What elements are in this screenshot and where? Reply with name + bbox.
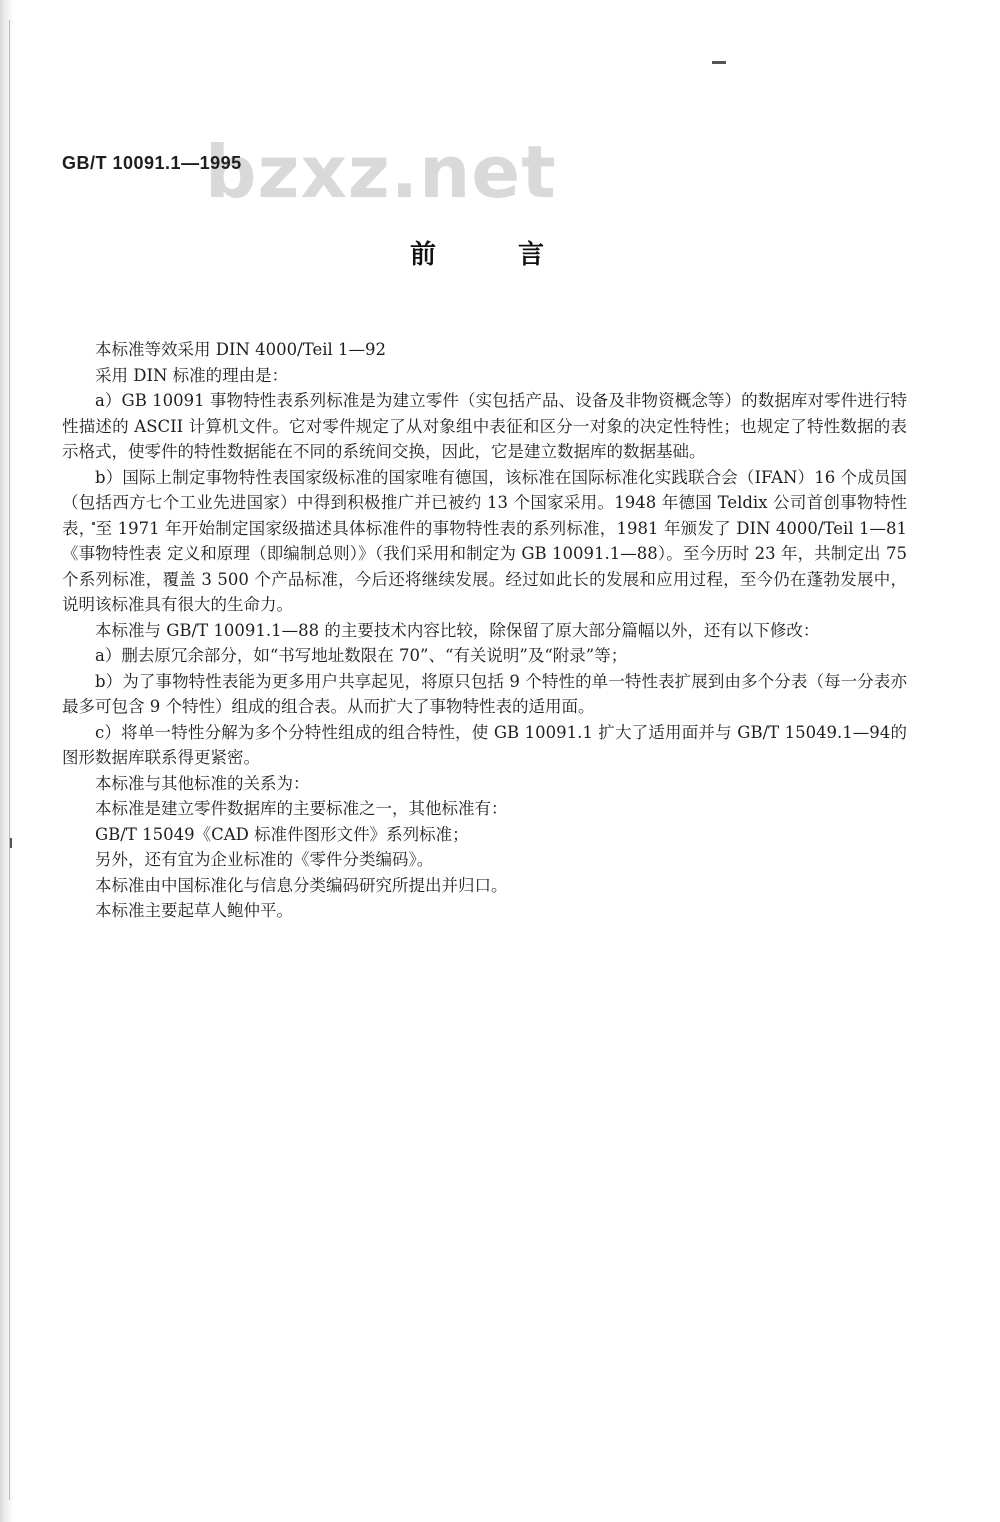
paragraph-relations-classification: 另外，还有宜为企业标准的《零件分类编码》。 bbox=[95, 850, 434, 869]
document-code: GB/T 10091.1—1995 bbox=[62, 153, 242, 173]
paragraph-reason-a: a）GB 10091 事物特性表系列标准是为建立零件（实包括产品、设备及非物资概念等）的数据库对零件进行特性描述的 ASCII 计算机文件。它对零件规定了从对象组中表征和区分一对象的决定性特性；也规定了特性数据的表示格式，使零件的特性数据能在不同的系统间交换，因此，它是建立数据库的数据基础。 bbox=[62, 391, 907, 461]
scan-left-edge bbox=[0, 0, 14, 1522]
paragraph-reason-b: b）国际上制定事物特性表国家级标准的国家唯有德国，该标准在国际标准化实践联合会（IFAN）16 个成员国（包括西方七个工业先进国家）中得到积极推广并已被约 13 个国家采用。1948 年德国 Teldix 公司首创事物特性表，至 1971 年开始制定国家级描述具体标准件的事物特性表的系列标准，1981 年颁发了 DIN 4000/Teil 1—81《事物特性表 定义和原理（即编制总则）》（我们采用和制定为 GB 10091.1—88）。至今历时 23 年，共制定出 75 个系列标准，覆盖 3 500 个产品标准，今后还将继续发展。经过如此长的发展和应用过程，至今仍在蓬勃发展中，说明该标准具有很大的生命力。 bbox=[62, 467, 907, 614]
paragraph-change-a: a）删去原冗余部分，如“书写地址数限在 70”、“有关说明”及“附录”等； bbox=[95, 646, 628, 665]
page-heading: 前言 bbox=[410, 240, 627, 270]
paragraph-adoption: 本标准等效采用 DIN 4000/Teil 1—92 bbox=[95, 340, 387, 359]
scan-artifact-mark bbox=[10, 838, 12, 848]
body-text bbox=[62, 337, 907, 924]
scan-margin-line bbox=[9, 20, 10, 1500]
paragraph-change-b: b）为了事物特性表能为更多用户共享起见，将原只包括 9 个特性的单一特性表扩展到由多个分表（每一分表亦最多可包含 9 个特性）组成的组合表。从而扩大了事物特性表的适用面。 bbox=[62, 671, 907, 716]
scan-artifact-mark bbox=[712, 61, 726, 64]
paragraph-proposer: 本标准由中国标准化与信息分类编码研究所提出并归口。 bbox=[95, 875, 508, 895]
paragraph-change-c: c）将单一特性分解为多个分特性组成的组合特性，使 GB 10091.1 扩大了适用面并与 GB/T 15049.1—94的图形数据库联系得更紧密。 bbox=[62, 722, 907, 767]
paragraph-changes-intro: 本标准与 GB/T 10091.1—88 的主要技术内容比较，除保留了原大部分篇幅以外，还有以下修改： bbox=[95, 620, 820, 640]
paragraph-relations-cad: GB/T 15049《CAD 标准件图形文件》系列标准； bbox=[95, 824, 469, 844]
paragraph-drafter: 本标准主要起草人鲍仲平。 bbox=[95, 901, 293, 920]
paragraph-relations-main: 本标准是建立零件数据库的主要标准之一，其他标准有： bbox=[95, 799, 508, 818]
paragraph-relations-intro: 本标准与其他标准的关系为： bbox=[95, 773, 310, 793]
watermark: bzxz.net bbox=[205, 130, 557, 214]
paragraph-reason-intro: 采用 DIN 标准的理由是： bbox=[95, 365, 289, 385]
